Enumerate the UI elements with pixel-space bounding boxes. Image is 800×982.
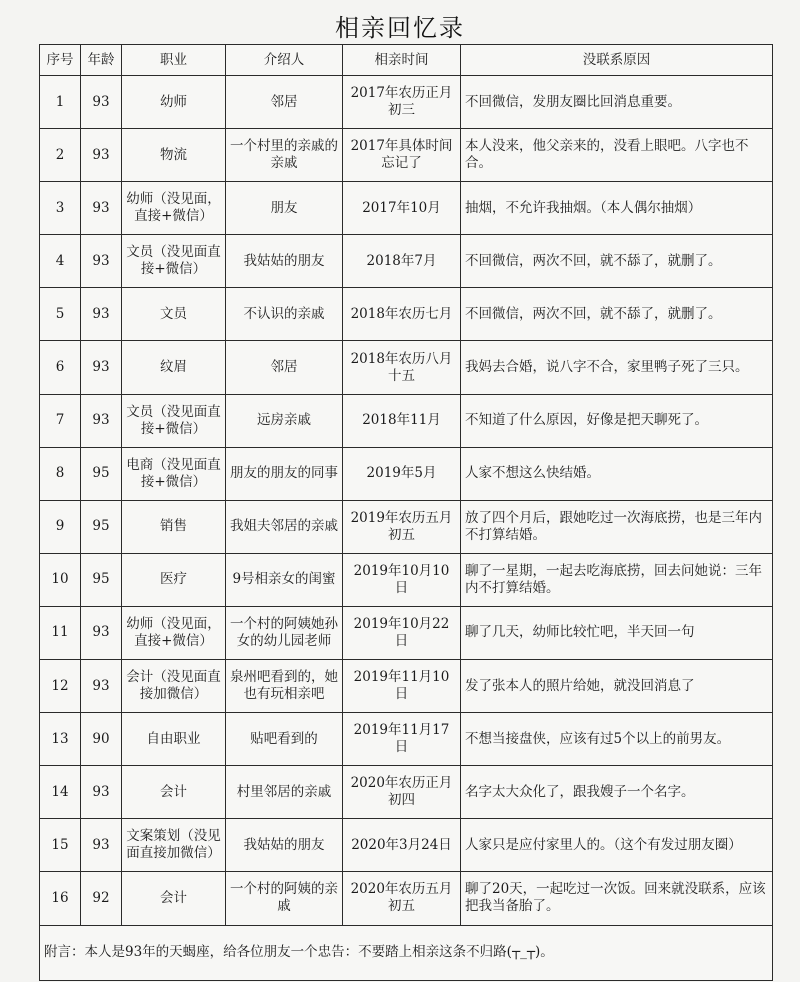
table-row (40, 447, 773, 500)
cell-no: 15 (40, 819, 81, 872)
cell-no: 3 (40, 182, 81, 235)
cell-reason: 名字太大众化了，跟我嫂子一个名字。 (461, 766, 773, 819)
table-row (40, 394, 773, 447)
footnote-row (40, 925, 773, 980)
cell-age: 95 (81, 500, 122, 553)
cell-no: 2 (40, 129, 81, 182)
cell-introducer: 朋友的朋友的同事 (226, 447, 343, 500)
header-reason: 没联系原因 (461, 45, 773, 76)
cell-job: 文案策划（没见面直接加微信） (122, 819, 226, 872)
records-table (39, 44, 773, 981)
cell-introducer: 我姑姑的朋友 (226, 235, 343, 288)
cell-reason: 不想当接盘侠，应该有过5个以上的前男友。 (461, 713, 773, 766)
cell-no: 10 (40, 553, 81, 606)
cell-job: 幼师（没见面，直接+微信） (122, 182, 226, 235)
cell-age: 93 (81, 182, 122, 235)
cell-date: 2019年5月 (343, 447, 461, 500)
cell-no: 12 (40, 660, 81, 713)
cell-age: 95 (81, 553, 122, 606)
cell-job: 幼师（没见面，直接+微信） (122, 606, 226, 659)
table-row (40, 872, 773, 925)
cell-job: 自由职业 (122, 713, 226, 766)
cell-date: 2019年10月10日 (343, 553, 461, 606)
cell-job: 纹眉 (122, 341, 226, 394)
cell-reason: 聊了20天，一起吃过一次饭。回来就没联系，应该把我当备胎了。 (461, 872, 773, 925)
cell-reason: 抽烟，不允许我抽烟。（本人偶尔抽烟） (461, 182, 773, 235)
table-row (40, 553, 773, 606)
cell-introducer: 不认识的亲戚 (226, 288, 343, 341)
cell-introducer: 一个村里的亲戚的亲戚 (226, 129, 343, 182)
cell-no: 9 (40, 500, 81, 553)
cell-date: 2019年11月17日 (343, 713, 461, 766)
cell-no: 14 (40, 766, 81, 819)
cell-date: 2019年10月22日 (343, 606, 461, 659)
cell-age: 93 (81, 288, 122, 341)
cell-age: 92 (81, 872, 122, 925)
cell-age: 95 (81, 447, 122, 500)
cell-date: 2017年具体时间忘记了 (343, 129, 461, 182)
table-row (40, 660, 773, 713)
cell-age: 93 (81, 341, 122, 394)
header-job: 职业 (122, 45, 226, 76)
table-row (40, 500, 773, 553)
cell-introducer: 村里邻居的亲戚 (226, 766, 343, 819)
cell-age: 93 (81, 819, 122, 872)
cell-age: 93 (81, 766, 122, 819)
table-row (40, 235, 773, 288)
table-row (40, 766, 773, 819)
table-row (40, 341, 773, 394)
cell-age: 93 (81, 235, 122, 288)
cell-introducer: 9号相亲女的闺蜜 (226, 553, 343, 606)
cell-age: 93 (81, 129, 122, 182)
cell-age: 93 (81, 606, 122, 659)
cell-reason: 聊了一星期，一起去吃海底捞，回去问她说：三年内不打算结婚。 (461, 553, 773, 606)
cell-age: 93 (81, 394, 122, 447)
cell-date: 2018年11月 (343, 394, 461, 447)
header-introducer: 介绍人 (226, 45, 343, 76)
table-row (40, 606, 773, 659)
cell-introducer: 我姐夫邻居的亲戚 (226, 500, 343, 553)
cell-date: 2020年农历五月初五 (343, 872, 461, 925)
table-header-row (40, 45, 773, 76)
cell-job: 电商（没见面直接+微信） (122, 447, 226, 500)
cell-reason: 不回微信，两次不回，就不舔了，就删了。 (461, 288, 773, 341)
cell-reason: 我妈去合婚，说八字不合，家里鸭子死了三只。 (461, 341, 773, 394)
cell-reason: 聊了几天，幼师比较忙吧，半天回一句 (461, 606, 773, 659)
cell-introducer: 一个村的阿姨的亲戚 (226, 872, 343, 925)
page-title: 相亲回忆录 (335, 14, 465, 42)
cell-reason: 本人没来，他父亲来的，没看上眼吧。八字也不合。 (461, 129, 773, 182)
table-row (40, 182, 773, 235)
header-age: 年龄 (81, 45, 122, 76)
cell-date: 2017年农历正月初三 (343, 76, 461, 129)
cell-introducer: 一个村的阿姨她孙女的幼儿园老师 (226, 606, 343, 659)
cell-no: 11 (40, 606, 81, 659)
cell-reason: 发了张本人的照片给她，就没回消息了 (461, 660, 773, 713)
cell-introducer: 邻居 (226, 76, 343, 129)
table-row (40, 819, 773, 872)
cell-reason: 人家只是应付家里人的。（这个有发过朋友圈） (461, 819, 773, 872)
cell-introducer: 朋友 (226, 182, 343, 235)
cell-introducer: 泉州吧看到的，她也有玩相亲吧 (226, 660, 343, 713)
cell-reason: 不回微信，两次不回，就不舔了，就删了。 (461, 235, 773, 288)
table-row (40, 76, 773, 129)
cell-job: 文员（没见面直接+微信） (122, 235, 226, 288)
cell-job: 医疗 (122, 553, 226, 606)
cell-reason: 不回微信，发朋友圈比回消息重要。 (461, 76, 773, 129)
cell-date: 2020年3月24日 (343, 819, 461, 872)
cell-date: 2018年农历七月 (343, 288, 461, 341)
table-row (40, 288, 773, 341)
cell-no: 5 (40, 288, 81, 341)
cell-date: 2018年7月 (343, 235, 461, 288)
cell-introducer: 邻居 (226, 341, 343, 394)
cell-no: 1 (40, 76, 81, 129)
footnote: 附言：本人是93年的天蝎座，给各位朋友一个忠告：不要踏上相亲这条不归路(┬_┬)。 (40, 925, 773, 980)
table-row (40, 713, 773, 766)
cell-no: 8 (40, 447, 81, 500)
cell-date: 2017年10月 (343, 182, 461, 235)
table-row (40, 129, 773, 182)
cell-date: 2020年农历正月初四 (343, 766, 461, 819)
cell-job: 文员（没见面直接+微信） (122, 394, 226, 447)
cell-job: 会计（没见面直接加微信） (122, 660, 226, 713)
cell-job: 会计 (122, 766, 226, 819)
cell-date: 2018年农历八月十五 (343, 341, 461, 394)
cell-introducer: 贴吧看到的 (226, 713, 343, 766)
cell-introducer: 远房亲戚 (226, 394, 343, 447)
cell-no: 4 (40, 235, 81, 288)
cell-date: 2019年11月10日 (343, 660, 461, 713)
header-no: 序号 (40, 45, 81, 76)
cell-job: 文员 (122, 288, 226, 341)
cell-no: 13 (40, 713, 81, 766)
cell-reason: 不知道了什么原因，好像是把天聊死了。 (461, 394, 773, 447)
header-date: 相亲时间 (343, 45, 461, 76)
cell-age: 93 (81, 660, 122, 713)
cell-age: 90 (81, 713, 122, 766)
cell-age: 93 (81, 76, 122, 129)
cell-introducer: 我姑姑的朋友 (226, 819, 343, 872)
cell-no: 16 (40, 872, 81, 925)
cell-job: 物流 (122, 129, 226, 182)
cell-date: 2019年农历五月初五 (343, 500, 461, 553)
cell-job: 会计 (122, 872, 226, 925)
cell-reason: 人家不想这么快结婚。 (461, 447, 773, 500)
cell-no: 6 (40, 341, 81, 394)
cell-job: 幼师 (122, 76, 226, 129)
cell-no: 7 (40, 394, 81, 447)
cell-reason: 放了四个月后，跟她吃过一次海底捞，也是三年内不打算结婚。 (461, 500, 773, 553)
cell-job: 销售 (122, 500, 226, 553)
